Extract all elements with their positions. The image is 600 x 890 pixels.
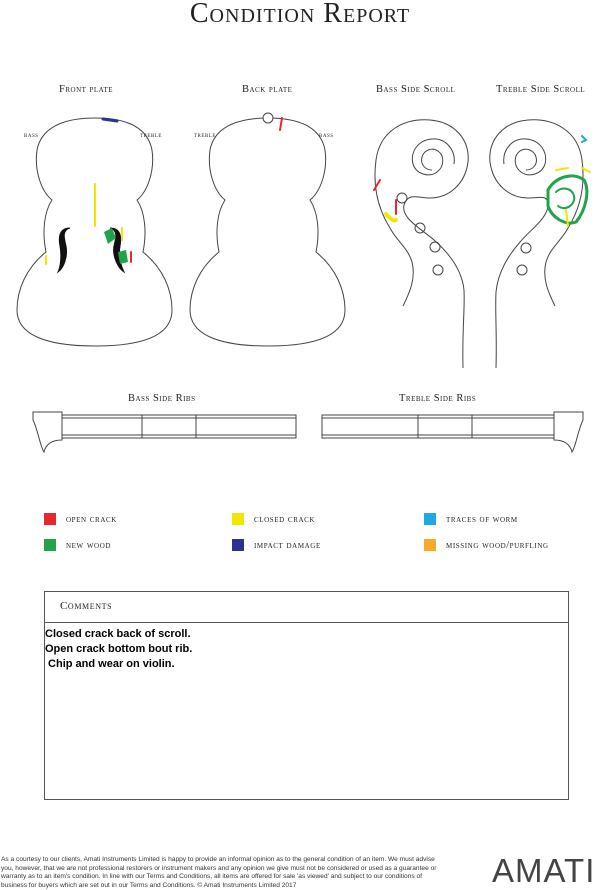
impact-damage-mark <box>103 119 117 121</box>
missing-wood-swatch <box>424 539 436 551</box>
page-title: Condition Report <box>189 0 411 29</box>
bass-side-scroll-label: Bass Side Scroll <box>376 84 456 95</box>
back-plate-treble-label: treble <box>194 130 216 139</box>
closed-crack-bass-scroll <box>386 214 396 221</box>
comments-label: Comments <box>60 600 113 612</box>
comment-line: Chip and wear on violin. <box>45 658 175 670</box>
closed-crack-swatch <box>232 513 244 525</box>
legend-item-open-crack <box>44 513 117 525</box>
bass-scroll-spiral <box>412 139 454 175</box>
comments-text <box>45 627 192 672</box>
open-crack-back <box>280 118 282 130</box>
legend-item-traces-of-worm <box>424 513 518 525</box>
comment-line: Open crack bottom bout rib. <box>45 643 193 655</box>
bass-scroll-peg-hole <box>397 193 407 203</box>
legend-label: open crack <box>66 513 117 525</box>
treble-side-ribs-label: Treble Side Ribs <box>399 393 477 404</box>
f-hole-left <box>58 228 70 272</box>
worm-traces-treble-scroll <box>582 136 586 142</box>
front-plate-treble-label: treble <box>140 130 162 139</box>
legend-item-closed-crack <box>232 513 315 525</box>
front-plate-label: Front plate <box>59 84 114 95</box>
disclaimer: As a courtesy to our clients, Amati Instruments Limited is happy to provide an informal opinion as to the general condition of an item. We must advise you, however, that we are not professional restorers or instrument makers and any opinion we give must not be considered or used as a guarantee or warranty as to an item's condition. In line with our Terms and Conditions, all items are offered for sale 'as viewed' and subject to our conditions of business for buyers which are set out in our Terms and Conditions. © Amati Instruments Limited 2017 <box>1 856 437 889</box>
treble-scroll-spiral <box>504 139 546 175</box>
treble-peg-hole-1 <box>521 243 531 253</box>
back-plate-bass-label: bass <box>319 130 334 139</box>
legend-item-new-wood <box>44 539 111 551</box>
back-plate-button <box>263 113 273 123</box>
legend-label: new wood <box>66 539 112 551</box>
comments-box <box>44 591 569 800</box>
open-crack-swatch <box>44 513 56 525</box>
legend-label: traces of worm <box>446 513 518 525</box>
impact-damage-swatch <box>232 539 244 551</box>
brand-logo: AMATI <box>492 852 596 889</box>
front-plate-bass-label: bass <box>24 130 39 139</box>
bass-peg-hole-1 <box>415 223 425 233</box>
legend-label: closed crack <box>254 513 316 525</box>
traces-of-worm-swatch <box>424 513 436 525</box>
back-plate-outline <box>190 118 345 346</box>
legend-item-impact-damage <box>232 539 321 551</box>
bass-side-ribs-label: Bass Side Ribs <box>128 393 196 404</box>
legend-label: impact damage <box>254 539 321 551</box>
front-plate-outline <box>17 118 172 346</box>
legend-label: missing wood/purfling <box>446 539 549 551</box>
treble-side-scroll-label: Treble Side Scroll <box>496 84 586 95</box>
bass-peg-hole-2 <box>430 242 440 252</box>
comments-header <box>45 592 568 623</box>
bass-peg-hole-3 <box>433 265 443 275</box>
new-wood-swatch <box>44 539 56 551</box>
back-plate-label: Back plate <box>242 84 293 95</box>
treble-peg-hole-2 <box>517 265 527 275</box>
legend-item-missing-wood <box>424 539 549 551</box>
comment-line: Closed crack back of scroll. <box>45 628 191 640</box>
